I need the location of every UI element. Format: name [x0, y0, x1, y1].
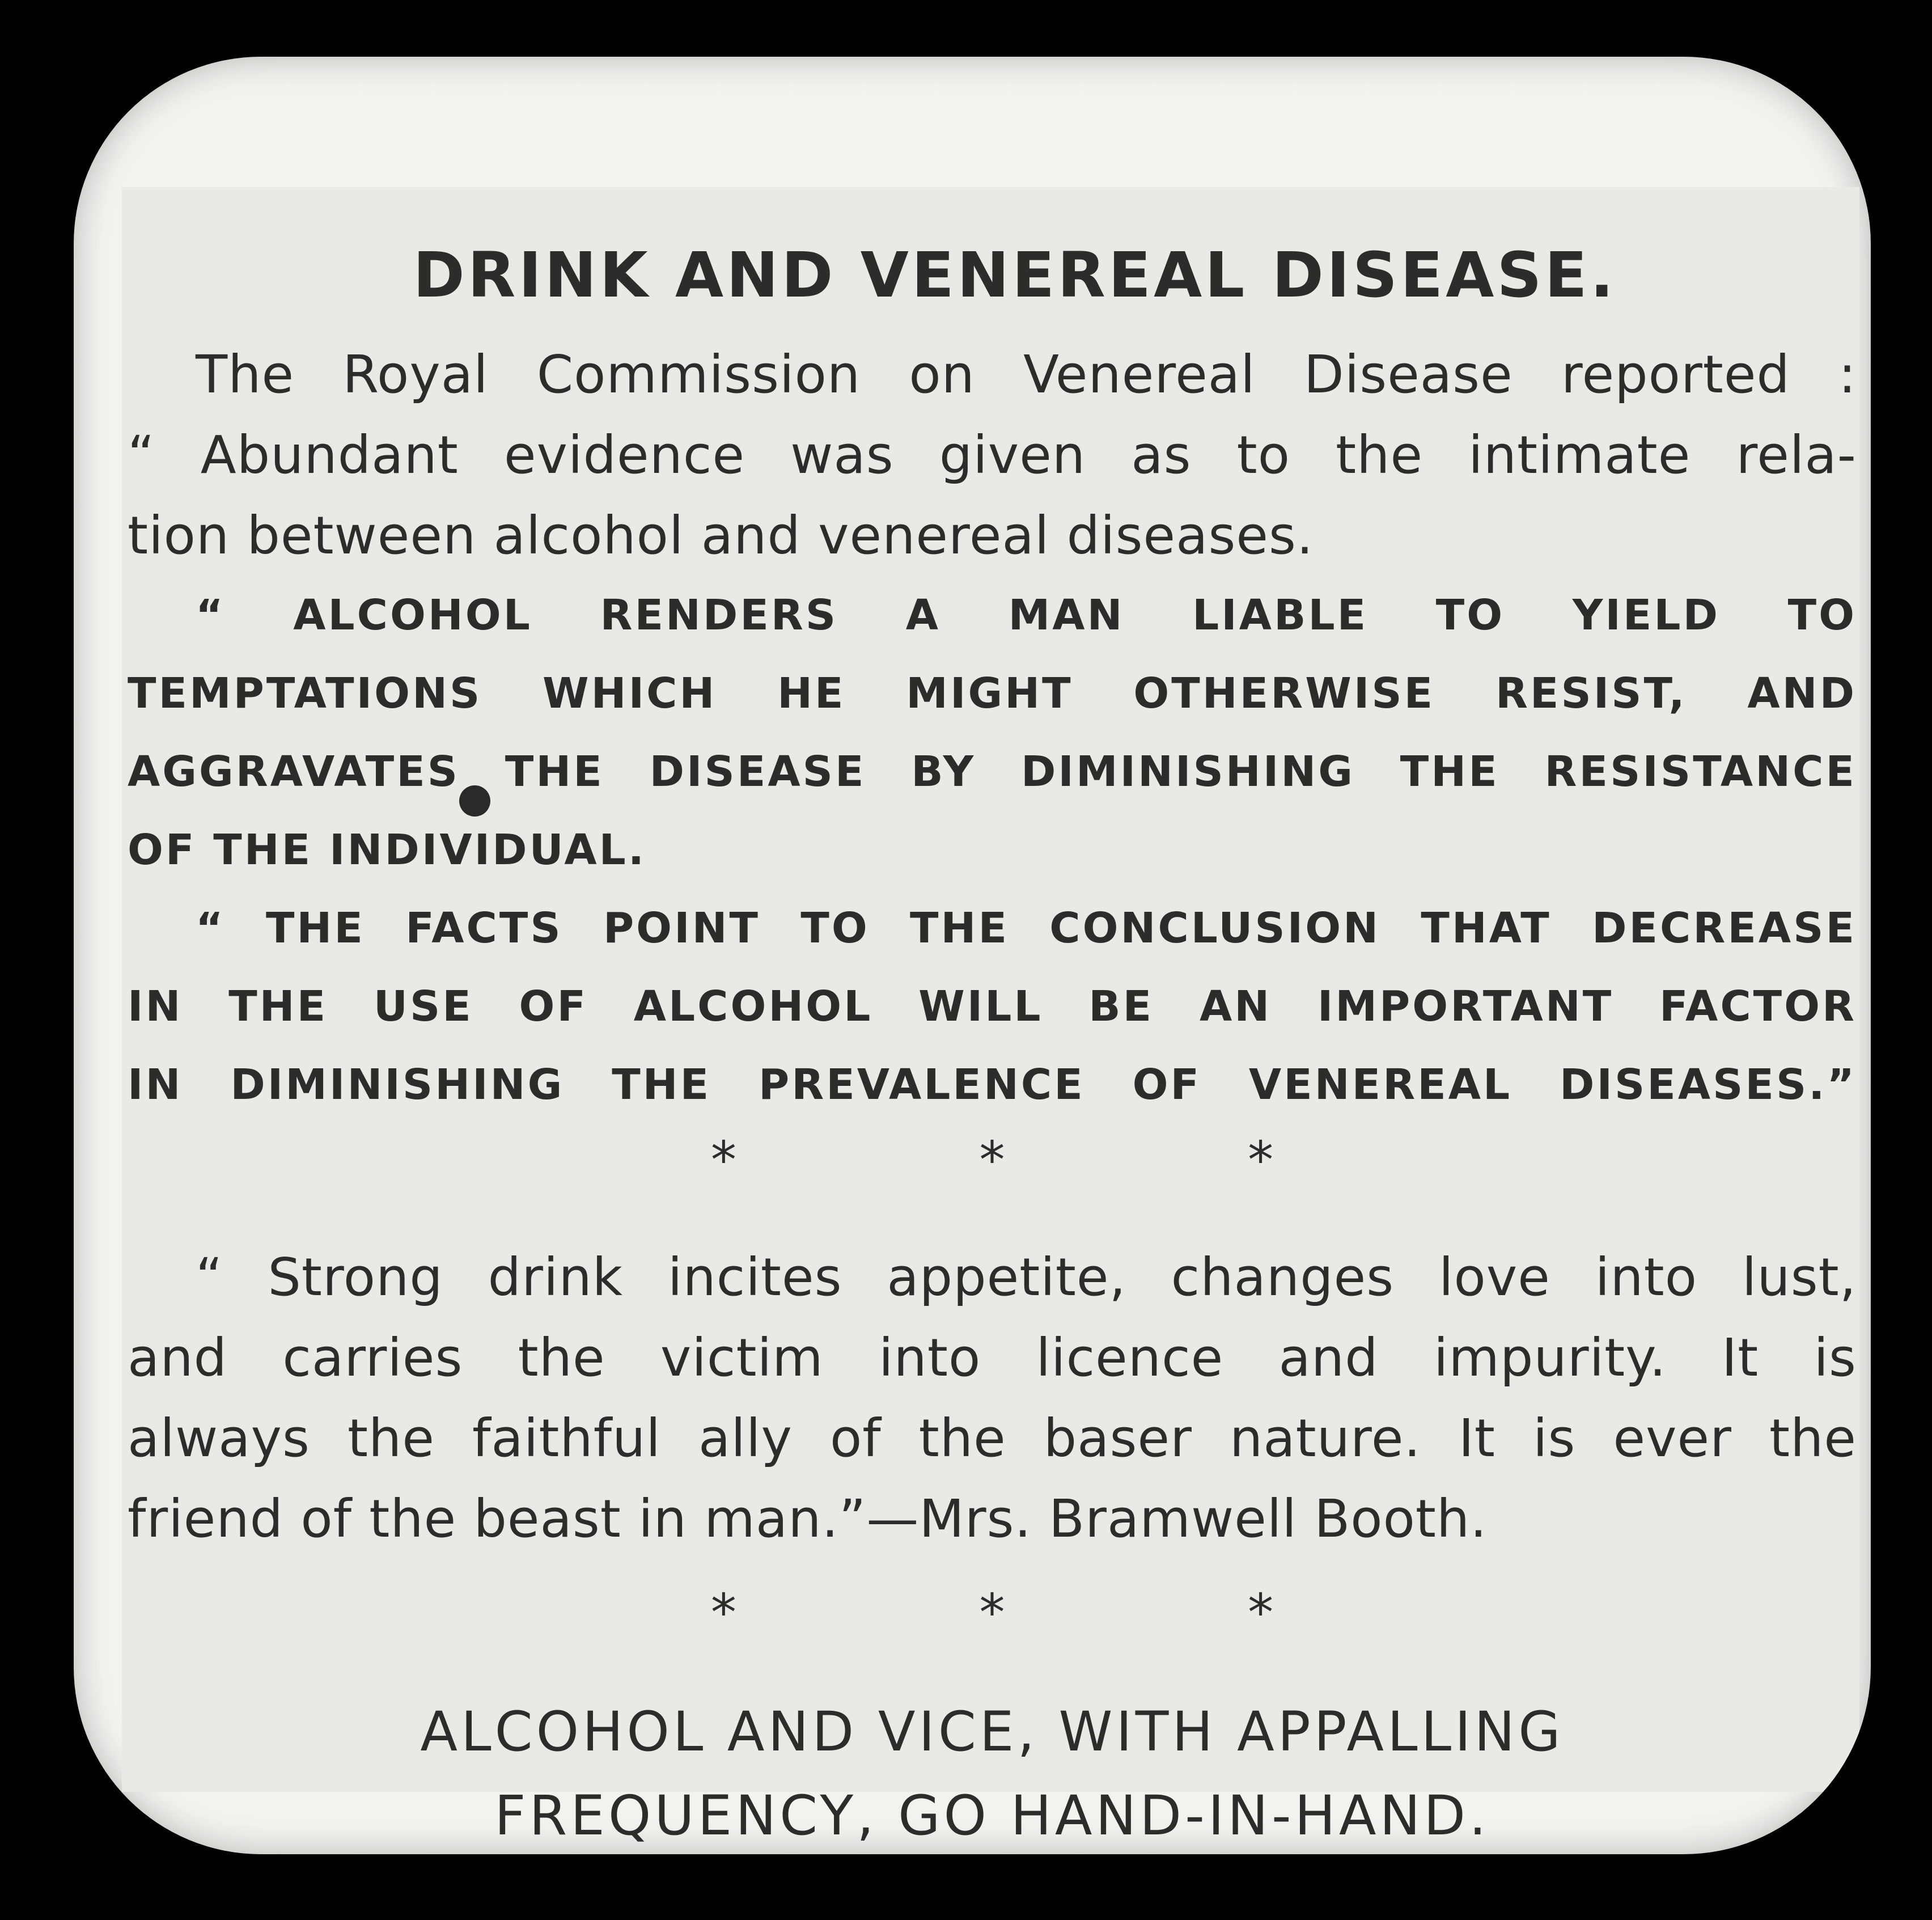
text-line: friend of the beast in man.”—Mrs. Bramwell Booth. — [128, 1488, 1488, 1549]
text-line: “ ALCOHOL RENDERS A MAN LIABLE TO YIELD TO — [196, 591, 1857, 640]
intro-paragraph — [128, 335, 1857, 576]
page-title: DRINK AND VENEREAL DISEASE. — [413, 239, 1617, 311]
lantern-slide — [74, 57, 1871, 1854]
text-line: “ Abundant evidence was given as to the intimate rela- — [128, 425, 1857, 485]
page-content — [128, 170, 1857, 1854]
booth-quote — [128, 1237, 1857, 1559]
closing-statement — [128, 1690, 1857, 1854]
text-line: “ Strong drink incites appetite, changes love into lust, — [196, 1247, 1857, 1308]
text-line: IN DIMINISHING THE PREVALENCE OF VENEREAL DISEASES.” — [128, 1060, 1857, 1109]
separator: * * * — [710, 1131, 1387, 1190]
text-line: TEMPTATIONS WHICH HE MIGHT OTHERWISE RESIST, AND — [128, 669, 1857, 718]
text-line: tion between alcohol and venereal diseases. — [128, 505, 1314, 566]
text-line: IN THE USE OF ALCOHOL WILL BE AN IMPORTANT FACTOR — [128, 982, 1857, 1031]
quote-paragraph-1 — [128, 576, 1857, 889]
text-line: FREQUENCY, GO HAND-IN-HAND. — [494, 1784, 1490, 1847]
text-line: ALCOHOL AND VICE, WITH APPALLING — [420, 1700, 1564, 1763]
text-line: The Royal Commission on Venereal Disease reported : — [196, 344, 1857, 405]
text-line: OF THE INDIVIDUAL. — [128, 826, 646, 874]
text-line: and carries the victim into licence and impurity. It is — [128, 1327, 1857, 1388]
text-line: “ THE FACTS POINT TO THE CONCLUSION THAT DECREASE — [196, 904, 1857, 953]
quote-paragraph-2 — [128, 889, 1857, 1124]
text-line: AGGRAVATES THE DISEASE BY DIMINISHING THE RESISTANCE — [128, 747, 1857, 796]
text-line: always the faithful ally of the baser nature. It is ever the — [128, 1408, 1857, 1469]
separator: * * * — [710, 1583, 1387, 1643]
